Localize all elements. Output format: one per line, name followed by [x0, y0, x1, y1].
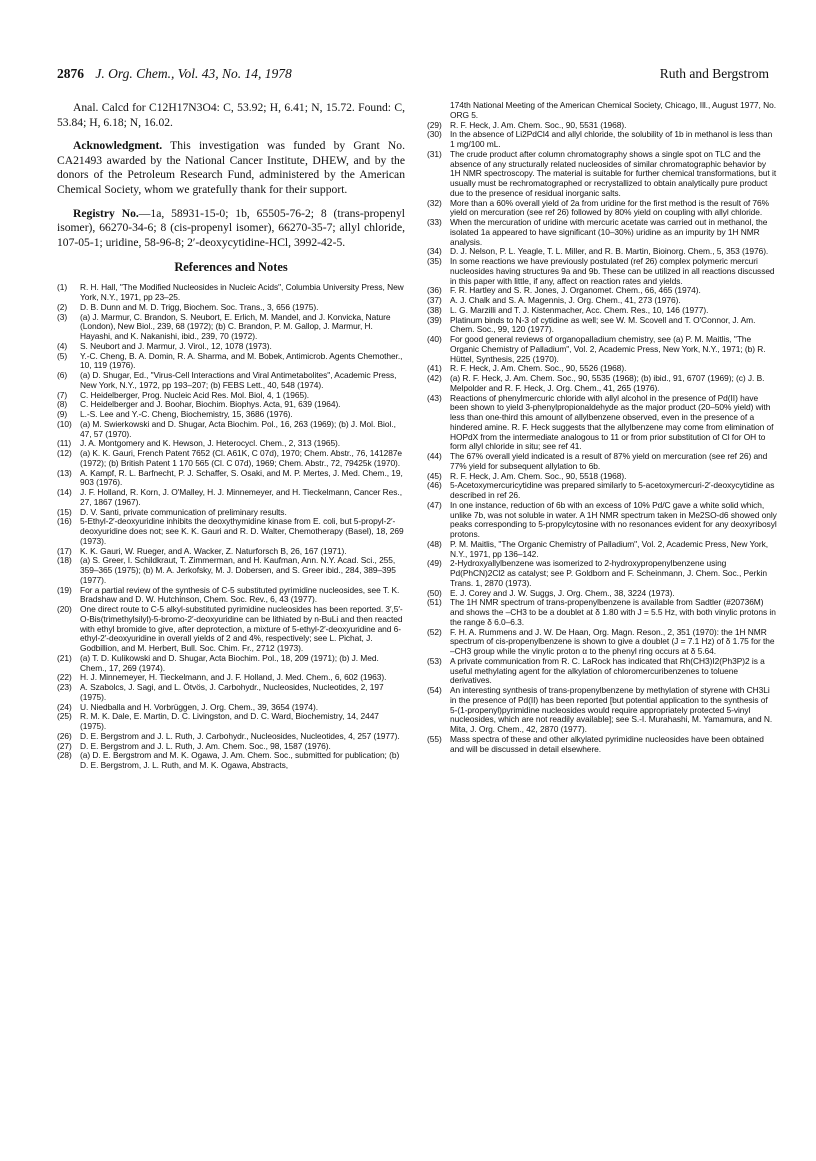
reference-text: D. E. Bergstrom and J. L. Ruth, J. Am. Chem. Soc., 98, 1587 (1976). [80, 740, 331, 751]
reference-item [57, 488, 405, 508]
reference-number: (3) [57, 311, 68, 322]
reference-item [427, 374, 777, 394]
reference-number: (40) [427, 334, 442, 344]
reference-number: (32) [427, 197, 442, 208]
reference-text: The 1H NMR spectrum of trans-propenylbenzene is available from Sadtler (#20736M) and shows the –CH3 to be a doublet at δ 1.80 with J = 5.5 Hz, with both vinylic protons in the range δ 6.0–6.3. [450, 597, 776, 627]
running-authors: Ruth and Bergstrom [659, 66, 769, 81]
reference-text: C. Heidelberger, Prog. Nucleic Acid Res. Mol. Biol, 4, 1 (1965). [80, 389, 310, 400]
reference-text: An interesting synthesis of trans-propenylbenzene by methylation of styrene with CH3Li in the presence of Pd(II) has been reported [but potential application to the synthesis of 5-(1-propenyl)pyrimidine nucleosides would require appropriately protected 5-vinyl nucleosides, which are not readily available]; see S.-I. Murahashi, M. Yamamura, and N. Mita, J. Org. Chem., 42, 2870 (1977). [450, 685, 773, 734]
reference-item [57, 449, 405, 469]
reference-text: L. G. Marzilli and T. J. Kistenmacher, Acc. Chem. Res., 10, 146 (1977). [450, 304, 709, 315]
reference-number: (53) [427, 655, 442, 666]
reference-item [57, 654, 405, 674]
reference-number: (6) [57, 370, 68, 381]
reference-number: (11) [57, 438, 72, 449]
reference-number: (5) [57, 350, 68, 361]
reference-text: A private communication from R. C. LaRock has indicated that Rh(CH3)I2(Ph3P)2 is a useful methylating agent for the alkylation of chloromercuribenzenes to toluene derivatives. [450, 655, 765, 686]
reference-text: When the mercuration of uridine with mercuric acetate was carried out in methanol, the isolated 1a appeared to have significant (10–30%) uridine as an impurity by 1H NMR analysis. [450, 217, 768, 247]
reference-text: A. Kampf, R. L. Barfnecht, P. J. Schaffer, S. Osaki, and M. P. Mertes, J. Med. Chem., 19, 903 (1976). [80, 467, 403, 488]
reference-number: (20) [57, 604, 72, 615]
reference-number: (2) [57, 301, 68, 312]
reference-text: In the absence of Li2PdCl4 and allyl chloride, the solubility of 1b in methanol is less than 1 mg/100 mL. [450, 129, 773, 149]
reference-number: (49) [427, 558, 442, 569]
reference-number: (13) [57, 467, 72, 478]
reference-number: (16) [57, 516, 72, 527]
reference-number: (36) [427, 285, 442, 296]
reference-item [427, 540, 777, 560]
reference-text: (a) D. E. Bergstrom and M. K. Ogawa, J. Am. Chem. Soc., submitted for publication; (b) D. E. Bergstrom, J. L. Ruth, and M. K. Ogawa, Abstracts, [80, 750, 400, 771]
reference-text: More than a 60% overall yield of 2a from uridine for the first method is the result of 76% yield on mercuration (see ref 26) followed by 80% yield on coupling with allyl chloride. [450, 197, 770, 218]
reference-text: D. V. Santi, private communication of preliminary results. [80, 506, 287, 517]
registry-label: Registry No. [73, 206, 139, 220]
reference-text: E. J. Corey and J. W. Suggs, J. Org. Chem., 38, 3224 (1973). [450, 587, 675, 598]
reference-item [427, 559, 777, 588]
reference-number: (25) [57, 711, 72, 722]
reference-text: S. Neubort and J. Marmur, J. Virol., 12, 1078 (1973). [80, 340, 272, 351]
reference-number: (26) [57, 730, 72, 741]
reference-number: (31) [427, 148, 442, 159]
reference-number: (23) [57, 682, 72, 693]
reference-text: R. H. Hall, "The Modified Nucleosides in Nucleic Acids", Columbia University Press, New York, N.Y., 1971, pp 23–25. [80, 282, 404, 303]
reference-number: (50) [427, 587, 442, 598]
reference-number: (43) [427, 392, 442, 403]
reference-text: A. Szabolcs, J. Sagi, and L. Ötvös, J. Carbohydr., Nucleosides, Nucleotides, 2, 197 (1975). [80, 682, 384, 702]
reference-text: P. M. Maitlis, "The Organic Chemistry of Palladium", Vol. 2, Academic Press, New York, N.Y., 1971, pp 136–142. [450, 538, 768, 559]
reference-text: R. M. K. Dale, E. Martin, D. C. Livingston, and D. C. Ward, Biochemistry, 14, 2447 (1975). [80, 711, 379, 732]
reference-text: D. B. Dunn and M. D. Trigg, Biochem. Soc. Trans., 3, 656 (1975). [80, 301, 319, 312]
reference-number: (17) [57, 545, 72, 556]
reference-number: (37) [427, 295, 442, 305]
reference-text: 5-Ethyl-2′-deoxyuridine inhibits the deoxythymidine kinase from E. coli, but 5-propyl-2′-deoxyuridine does not; see K. K. Gauri and R. D. Walter, Chemotherapy (Basel), 18, 269 (1973). [80, 516, 404, 546]
registry-text: —1a, 58931-15-0; 1b, 65505-76-2; 8 (trans-propenyl isomer), 66270-34-6; 8 (cis-propenyl isomer), 66270-35-7; allyl chloride, 107-05-1; uridine, 58-96-8; 2′-deoxycytidine-HCl, 3992-42-5. [57, 206, 405, 249]
reference-number: (41) [427, 363, 442, 374]
reference-item [427, 501, 777, 540]
reference-number: (19) [57, 584, 72, 595]
reference-text: (a) J. Marmur, C. Brandon, S. Neubort, E. Erlich, M. Mandel, and J. Konvicka, Nature (London), New Biol., 239, 68 (1972); (b) C. Brandon, P. M. Gallop, J. Marmur, H. Hayashi, and K. Nakanishi, ibid., 239, 70 (1972). [80, 311, 391, 342]
reference-number: (44) [427, 451, 442, 461]
reference-text: J. A. Montgomery and K. Hewson, J. Heterocycl. Chem., 2, 313 (1965). [80, 438, 341, 449]
reference-text: In some reactions we have previously postulated (ref 26) complex polymeric mercuri nucleosides having structures 9a and 9b. These can be utilized in all reactions discussed in this paper with little, if any, affect on reaction rates and yields. [450, 256, 775, 286]
reference-number: (18) [57, 555, 72, 566]
reference-number: (42) [427, 373, 442, 383]
reference-item [427, 150, 777, 199]
reference-number: (48) [427, 538, 442, 549]
reference-number: (38) [427, 304, 442, 315]
reference-list-left [57, 283, 405, 771]
reference-text: (a) R. F. Heck, J. Am. Chem. Soc., 90, 5535 (1968); (b) ibid., 91, 6707 (1969); (c) J. B. Melpolder and R. F. Heck, J. Org. Chem., 41, 265 (1976). [450, 373, 765, 393]
reference-number: (7) [57, 389, 68, 400]
reference-number: (35) [427, 256, 442, 266]
elemental-analysis: Anal. Calcd for C12H17N3O4: C, 53.92; H, 6.41; N, 15.72. Found: C, 53.84; H, 6.18; N, 16.02. [57, 101, 405, 129]
reference-item [57, 751, 405, 771]
reference-text: 2-Hydroxyallylbenzene was isomerized to 2-hydroxypropenylbenzene using Pd(PhCN)2Cl2 as catalyst; see P. Goldborn and F. Scheinmann, J. Chem. Soc., Perkin Trans. 1, 2870 (1973). [450, 558, 767, 588]
reference-number: (55) [427, 733, 442, 744]
reference-text: Reactions of phenylmercuric chloride with allyl alcohol in the presence of Pd(II) have been shown to yield 3-phenylpropionaldehyde as the major product (20–50% yield) with less than one-third this amount of allylbenzene observed, even in the presence of a hindered amine. R. F. Heck suggests that the allylbenzene may come from elimination of HOPdX from the intermediate analogous to 11 or from prior substitution of Cl for OH to form allyl chloride in situ; see ref 41. [450, 392, 774, 452]
reference-text: The crude product after column chromatography shows a single spot on TLC and the absence of any structurally related nucleosides of similar chromatographic behavior by 1H NMR spectroscopy. The material is suitable for further chemical transformations, but it usually must be rechromatographed or recrystallized to obtain analytically pure product due to the presence of residual inorganic salts. [450, 148, 777, 198]
reference-text: (a) K. K. Gauri, French Patent 7652 (Cl. A61K, C 07d), 1970; Chem. Abstr., 76, 141287e (1972); (b) British Patent 1 170 565 (Cl. C 07d), 1969; Chem. Abstr., 72, 79425k (1970). [80, 448, 403, 468]
reference-number: (34) [427, 246, 442, 257]
reference-text: L.-S. Lee and Y.-C. Cheng, Biochemistry, 15, 3686 (1976). [80, 409, 293, 420]
reference-text: For good general reviews of organopalladium chemistry, see (a) P. M. Maitlis, "The Organic Chemistry of Palladium", Vol. 2, Academic Press, New York, N.Y., 1971; (b) R. Hüttel, Synthesis, 225 (1970). [450, 334, 766, 364]
reference-number: (10) [57, 418, 72, 429]
reference-text: K. K. Gauri, W. Rueger, and A. Wacker, Z. Naturforsch B, 26, 167 (1971). [80, 545, 347, 556]
acknowledgment-label: Acknowledgment. [73, 139, 163, 153]
reference-number: (52) [427, 626, 442, 637]
reference-text: (a) M. Swierkowski and D. Shugar, Acta Biochim. Pol., 16, 263 (1969); (b) J. Mol. Biol., 47, 57 (1970). [80, 418, 396, 439]
reference-number: (14) [57, 487, 72, 498]
reference-text: R. F. Heck, J. Am. Chem. Soc., 90, 5518 (1968). [450, 470, 627, 481]
reference-item [57, 283, 405, 303]
reference-item [427, 686, 777, 735]
journal-citation: J. Org. Chem., Vol. 43, No. 14, 1978 [95, 66, 292, 81]
reference-item [427, 130, 777, 150]
reference-number: (22) [57, 672, 72, 683]
reference-list-right [427, 101, 777, 754]
reference-item [57, 352, 405, 372]
left-column [57, 101, 405, 771]
right-column [427, 101, 777, 754]
reference-item [427, 452, 777, 472]
reference-item [427, 316, 777, 336]
reference-number: (28) [57, 750, 72, 761]
reference-text: For a partial review of the synthesis of C-5 substituted pyrimidine nucleosides, see T. K. Bradshaw and D. W. Hutchinson, Chem. Soc. Rev., 6, 43 (1977). [80, 584, 400, 605]
reference-item [427, 218, 777, 247]
section-heading: References and Notes [174, 260, 288, 275]
reference-text: In one instance, reduction of 6b with an excess of 10% Pd/C gave a white solid which, unlike 7b, was not soluble in water. A 1H NMR spectrum taken in Me2SO-d6 showed only peaks corresponding to 5-propylcytosine with no resonances evident for any deoxyribosyl protons. [450, 499, 777, 539]
reference-text: H. J. Minnemeyer, H. Tieckelmann, and J. F. Holland, J. Med. Chem., 6, 602 (1963). [80, 672, 387, 683]
registry-numbers [57, 207, 405, 251]
reference-text: 5-Acetoxymercuricytidine was prepared similarly to 5-acetoxymercuri-2′-deoxycytidine as described in ref 26. [450, 480, 775, 500]
reference-text: U. Niedballa and H. Vorbrüggen, J. Org. Chem., 39, 3654 (1974). [80, 701, 318, 712]
reference-text: C. Heidelberger and J. Boohar, Biochim. Biophys. Acta, 91, 639 (1964). [80, 399, 341, 410]
reference-text: (a) S. Greer, I. Schildkraut, T. Zimmerman, and H. Kaufman, Ann. N.Y. Acad. Sci., 255, 359–365 (1975); (b) M. A. Jerkofsky, M. J. Dobersen, and S. Greer ibid., 284, 389–395 (1977). [80, 555, 396, 585]
reference-number: (30) [427, 129, 442, 140]
reference-item [427, 598, 777, 627]
page-header [57, 66, 769, 84]
acknowledgment [57, 139, 405, 197]
reference-item [57, 420, 405, 440]
reference-number: (27) [57, 740, 72, 751]
reference-text: R. F. Heck, J. Am. Chem. Soc., 90, 5526 (1968). [450, 363, 627, 374]
reference-text: Mass spectra of these and other alkylated pyrimidine nucleosides have been obtained and will be discussed in detail elsewhere. [450, 733, 764, 754]
reference-text: The 67% overall yield indicated is a result of 87% yield on mercuration (see ref 26) and 77% yield for subsequent allylation to 6b. [450, 451, 768, 471]
acknowledgment-text: This investigation was funded by Grant No. CA21493 awarded by the National Cancer Institute, DHEW, and by the donors of the Petroleum Research Fund, administered by the American Chemical Society, whom we gratefully thank for their support. [57, 139, 405, 196]
reference-item [57, 605, 405, 654]
reference-text: Platinum binds to N-3 of cytidine as well; see W. M. Scovell and T. O'Connor, J. Am. Chem. Soc., 99, 120 (1977). [450, 314, 756, 335]
reference-text: (a) T. D. Kulikowski and D. Shugar, Acta Biochim. Pol., 18, 209 (1971); (b) J. Med. Chem., 17, 269 (1974). [80, 652, 379, 673]
reference-number: (8) [57, 399, 68, 410]
reference-text: Y.-C. Cheng, B. A. Domin, R. A. Sharma, and M. Bobek, Antimicrob. Agents Chemother., 10, 119 (1976). [80, 350, 403, 371]
reference-number: (39) [427, 314, 442, 325]
reference-item [427, 394, 777, 453]
reference-text: A. J. Chalk and S. A. Magennis, J. Org. Chem., 41, 273 (1976). [450, 295, 681, 305]
reference-number: (54) [427, 685, 442, 695]
reference-item [427, 628, 777, 657]
reference-item [427, 657, 777, 686]
reference-text: J. F. Holland, R. Korn, J. O'Malley, H. J. Minnemeyer, and H. Tieckelmann, Cancer Res., 27, 1867 (1967). [80, 487, 402, 507]
reference-continuation: 174th National Meeting of the American Chemical Society, Chicago, Ill., August 1977, No. ORG 5. [450, 100, 776, 120]
reference-item [427, 481, 777, 501]
reference-text: F. H. A. Rummens and J. W. De Haan, Org. Magn. Reson., 2, 351 (1970): the 1H NMR spectrum of cis-propenylbenzene is shown to give a doublet (J = 7.1 Hz) of δ 1.75 for the –CH3 group while the vinylic proton α to the phenyl ring occurs at δ 5.64. [450, 626, 775, 656]
reference-item [427, 735, 777, 755]
reference-text: F. R. Hartley and S. R. Jones, J. Organomet. Chem., 66, 465 (1974). [450, 285, 701, 296]
reference-text: D. E. Bergstrom and J. L. Ruth, J. Carbohydr., Nucleosides, Nucleotides, 4, 257 (1977). [80, 730, 400, 741]
page-number: 2876 [57, 66, 84, 81]
reference-item [57, 712, 405, 732]
reference-item [427, 335, 777, 364]
reference-number: (29) [427, 119, 442, 130]
reference-number: (12) [57, 448, 72, 459]
reference-number: (45) [427, 470, 442, 481]
reference-item [57, 469, 405, 489]
reference-text: R. F. Heck, J. Am. Chem. Soc., 90, 5531 (1968). [450, 119, 627, 130]
reference-number: (46) [427, 480, 442, 491]
reference-number: (24) [57, 701, 72, 712]
reference-number: (21) [57, 652, 72, 663]
reference-number: (51) [427, 597, 442, 608]
reference-item [57, 313, 405, 342]
reference-text: (a) D. Shugar, Ed., "Virus-Cell Interactions and Viral Antimetabolites", Academic Press, New York, N.Y., 1972, pp 193–207; (b) FEBS Lett., 40, 548 (1974). [80, 370, 397, 390]
reference-number: (1) [57, 282, 68, 293]
reference-item [57, 586, 405, 606]
reference-number: (9) [57, 409, 68, 420]
reference-item [57, 371, 405, 391]
reference-item [427, 257, 777, 286]
reference-item [57, 517, 405, 546]
reference-number: (47) [427, 499, 442, 510]
reference-number: (33) [427, 217, 442, 227]
reference-text: D. J. Nelson, P. L. Yeagle, T. L. Miller, and R. B. Martin, Bioinorg. Chem., 5, 353 (1976). [450, 246, 769, 257]
reference-item [427, 199, 777, 219]
reference-text: One direct route to C-5 alkyl-substituted pyrimidine nucleosides has been reported. 3′,5′-O-Bis(trimethylsilyl)-5-bromo-2′-deoxyuridine can be lithiated by n-BuLi and then reacted with ethyl bromide to give, after deprotection, a mixture of 5-ethyl-2′-deoxyuridine and 6-ethyl-2′-deoxyuridine in overall yields of 2 and 4%, respectively; see L. Pichat, J. Godbillion, and M. Herbert, Bull. Soc. Chim. Fr., 2712 (1973). [80, 604, 403, 654]
reference-item [57, 683, 405, 703]
reference-number: (4) [57, 340, 68, 351]
reference-number: (15) [57, 506, 72, 517]
reference-item [57, 556, 405, 585]
